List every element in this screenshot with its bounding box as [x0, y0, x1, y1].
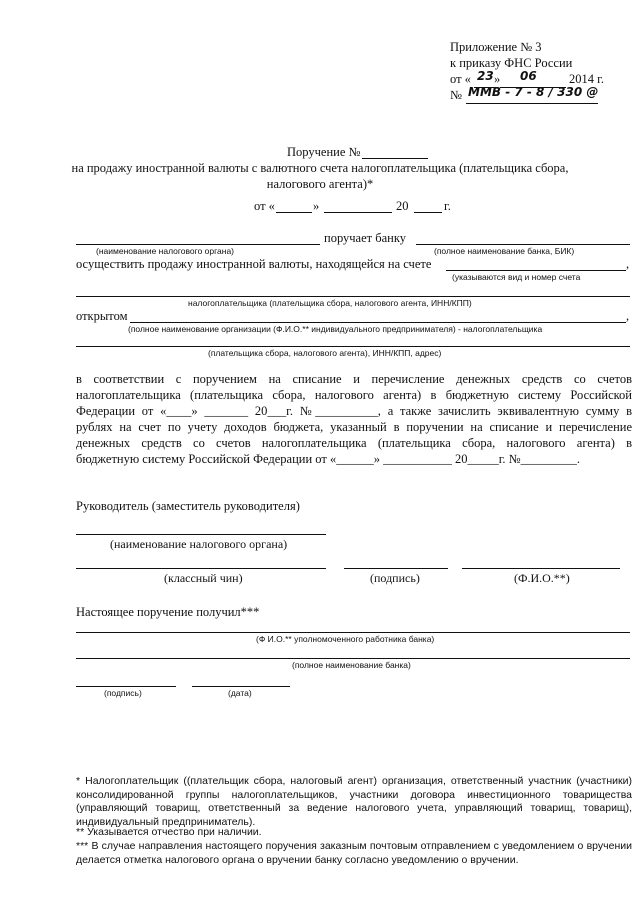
caption-bank-name-bik: (полное наименование банка, БИК) [434, 246, 575, 256]
footnote: * Налогоплательщик ((плательщик сбора, налоговый агент) организация, ответственный участник (участники) консолидированной группы налогоплательщиков, участники договора инвестиционного товарищества (управляющий товарищ, ответственный за ведение налогового учета, управляющий товарищ, товарищ), индивидуальный предприниматель). [76, 775, 632, 828]
title-date-a: от « [254, 199, 275, 213]
caption-bank-employee: (Ф И.О.** уполномоченного работника банка) [256, 634, 435, 644]
caption-received-date: (дата) [228, 688, 252, 698]
title-subject-cont: налогового агента)* [266, 177, 374, 191]
appendix-date-year: 2014 г. [569, 72, 604, 86]
opened-label: открытом [76, 309, 128, 323]
caption-bank-full-name: (полное наименование банка) [292, 660, 411, 670]
instructs-bank-label: поручает банку [324, 231, 406, 245]
received-label: Настоящее поручение получил*** [76, 605, 260, 619]
appendix-number: Приложение № 3 [450, 40, 542, 54]
title-date-d: г. [444, 199, 451, 213]
body-line: налогоплательщика (плательщика сбора, налогового агента) в бюджетную систему Российской [76, 388, 632, 402]
title-date-c: 20 [396, 199, 409, 213]
caption-tax-organ: (наименование налогового органа) [96, 246, 235, 256]
caption-payer-address: (плательщика сбора, налогового агента), ИНН/КПП, адрес) [208, 348, 442, 358]
footnote: ** Указывается отчество при наличии. [76, 826, 262, 838]
body-line: Федерации от «____» _______ 20___г. №__________, а также зачислить эквивалентную сумму в [76, 404, 632, 418]
body-line: бюджетную систему Российской Федерации от «______» ___________ 20_____г. №_________. [76, 452, 580, 466]
body-line: рублях на счет по учету доходов бюджета, указанный в поручении на списание и перечисление [76, 420, 632, 434]
caption-account: (указываются вид и номер счета [452, 272, 581, 282]
appendix-date-day: 23 [477, 69, 494, 83]
caption-fio: (Ф.И.О.**) [514, 571, 570, 585]
head-label: Руководитель (заместитель руководителя) [76, 499, 300, 513]
title-order-number: Поручение № [287, 145, 361, 159]
caption-org-name: (полное наименование организации (Ф.И.О.** индивидуального предпринимателя) - налогоплательщика [128, 324, 543, 334]
footnote: *** В случае направления настоящего поручения заказным почтовым отправлением с уведомлением о вручении делается отметка налогового органа о вручении банку согласно уведомлению о вручении. [76, 840, 632, 866]
appendix-date-mid: » [494, 72, 501, 86]
caption-taxpayer: налогоплательщика (плательщика сбора, налогового агента, ИНН/КПП) [188, 298, 472, 308]
appendix-number-value: ММВ - 7 - 8 / 330 @ [468, 85, 599, 99]
title-date-b: » [313, 199, 320, 213]
title-subject: на продажу иностранной валюты с валютного счета налогоплательщика (плательщика сбора, [71, 161, 569, 175]
body-line: в соответствии с поручением на списание и перечисление денежных средств со счетов [76, 372, 632, 386]
caption-class-rank: (классный чин) [164, 571, 243, 585]
appendix-date-prefix: от « [450, 72, 471, 86]
sell-currency-label: осуществить продажу иностранной валюты, находящейся на счете [76, 257, 432, 271]
body-line: денежных средств со счетов налогоплательщика (плательщика сбора, налогового агента) в [76, 436, 632, 450]
caption-received-signature: (подпись) [104, 688, 142, 698]
appendix-date-month: 06 [520, 69, 537, 83]
caption-signature: (подпись) [370, 571, 420, 585]
caption-tax-organ-sign: (наименование налогового органа) [110, 537, 288, 551]
appendix-order-ref: к приказу ФНС России [450, 56, 573, 70]
appendix-number-prefix: № [450, 88, 462, 102]
